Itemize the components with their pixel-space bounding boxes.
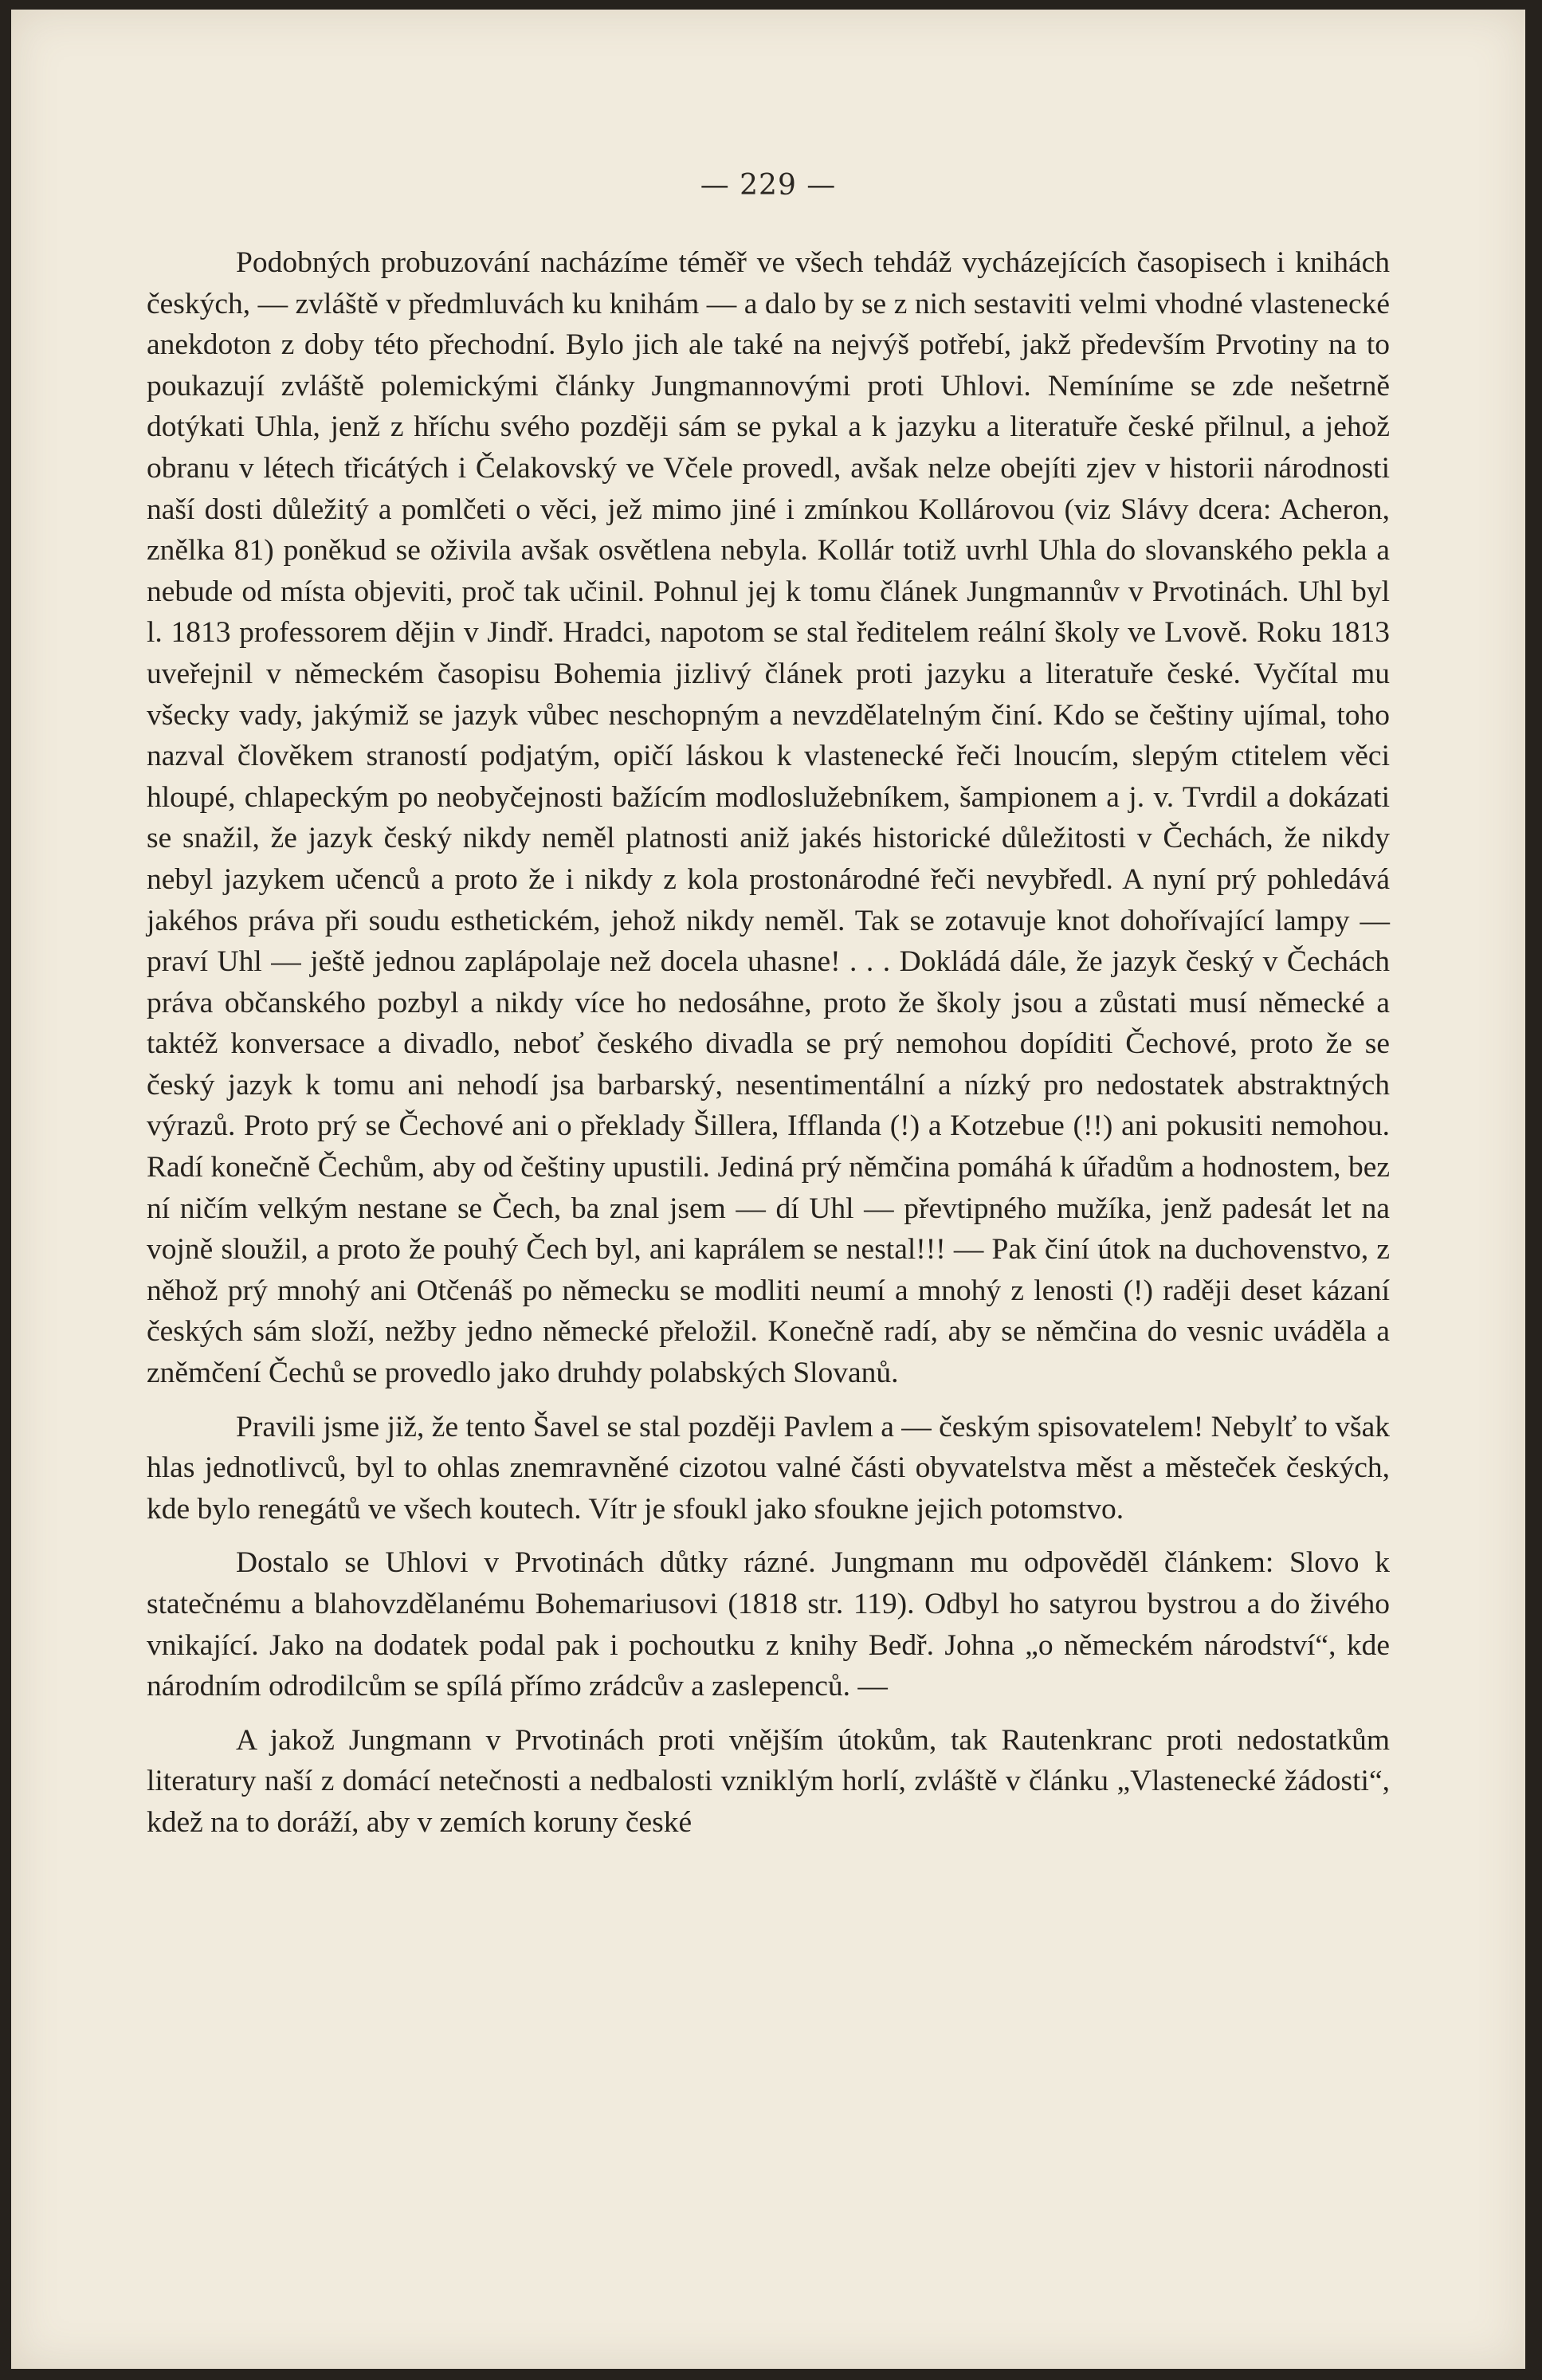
paragraph-2: Pravili jsme již, že tento Šavel se stal později Pavlem a — českým spisovatelem! Nebylť to však hlas jednotlivců, byl to ohlas znemravněné cizotou valné části obyvatelstva měst a městeček českých, kde bylo renegátů ve všech koutech. Vítr je sfoukl jako sfoukne jejich potomstvo.	[147, 1410, 1390, 1526]
paragraph-4: A jakož Jungmann v Prvotinách proti vnějším útokům, tak Rautenkranc proti nedostatkům literatury naší z domácí netečnosti a nedbalosti vzniklým horlí, zvláště v článku „Vlastenecké žádosti“, kdež na to doráží, aby v zemích koruny české	[147, 1723, 1390, 1839]
page-number: — 229 —	[700, 169, 837, 202]
paragraph-1: Podobných probuzování nacházíme téměř ve všech tehdáž vycházejících časopisech i knihách českých, — zvláště v předmluvách ku knihám — a dalo by se z nich sestaviti velmi vhodné vlastenecké anekdoton z doby této přechodní. Bylo jich ale také na nejvýš potřebí, jakž především Prvotiny na to poukazují zvláště polemickými články Jungmannovými proti Uhlovi. Nemíníme se zde nešetrně dotýkati Uhla, jenž z hříchu svého později sám se pykal a k jazyku a literatuře české přilnul, a jehož obranu v létech třicátých i Čelakovský ve Včele provedl, avšak nelze obejíti zjev v historii národnosti naší dosti důležitý a pomlčeti o věci, jež mimo jiné i zmínkou Kollárovou (viz Slávy dcera: Acheron, znělka 81) poněkud se oživila avšak osvětlena nebyla. Kollár totiž uvrhl Uhla do slovanského pekla a nebude od místa objeviti, proč tak učinil. Pohnul jej k tomu článek Jungmannův v Prvotinách. Uhl byl l. 1813 professorem dějin v Jindř. Hradci, napotom se stal ředitelem reální školy ve Lvově. Roku 1813 uveřejnil v německém časopisu Bohemia jizlivý článek proti jazyku a literatuře české. Vyčítal mu všecky vady, jakýmiž se jazyk vůbec neschopným a nevzdělatelným činí. Kdo se češtiny ujímal, toho nazval člověkem straností podjatým, opičí láskou k vlastenecké řeči lnoucím, slepým ctitelem věci hloupé, chlapeckým po neobyčejnosti bažícím modloslužebníkem, šampionem a j. v. Tvrdil a dokázati se snažil, že jazyk český nikdy neměl platnosti aniž jakés historické důležitosti v Čechách, že nikdy nebyl jazykem učenců a proto že i nikdy z kola prostonárodné řeči nevybředl. A nyní prý pohledává jakéhos práva při soudu esthetickém, jehož nikdy neměl. Tak se zotavuje knot dohořívající lampy — praví Uhl — ještě jednou zaplápolaje než docela uhasne! . . . Dokládá dále, že jazyk český v Čechách práva občanského pozbyl a nikdy více ho nedosáhne, proto že školy jsou a zůstati musí německé a taktéž konversace a divadlo, neboť českého divadla se prý nemohou dopíditi Čechové, proto že se český jazyk k tomu ani nehodí jsa barbarský, nesentimentální a nízký pro nedostatek abstraktných výrazů. Proto prý se Čechové ani o překlady Šillera, Ifflanda (!) a Kotzebue (!!) ani pokusiti nemohou. Radí konečně Čechům, aby od češtiny upustili. Jediná prý němčina pomáhá k úřadům a hodnostem, bez ní ničím velkým nestane se Čech, ba znal jsem — dí Uhl — převtipného mužíka, jenž padesát let na vojně sloužil, a proto že pouhý Čech byl, ani kaprálem se nestal!!! — Pak činí útok na duchovenstvo, z něhož prý mnohý ani Otčenáš po německu se modliti neumí a mnohý z lenosti (!) raději deset kázaní českých sám složí, nežby jedno německé přeložil. Konečně radí, aby se němčina do vesnic uváděla a zněmčení Čechů se provedlo jako druhdy polabských Slovanů.	[147, 246, 1390, 1390]
book-page	[11, 10, 1525, 2369]
body-text	[147, 242, 1390, 1844]
paragraph-3: Dostalo se Uhlovi v Prvotinách důtky rázné. Jungmann mu odpověděl článkem: Slovo k statečnému a blahovzdělanému Bohemariusovi (1818 str. 119). Odbyl ho satyrou bystrou a do živého vnikající. Jako na dodatek podal pak i pochoutku z knihy Bedř. Johna „o německém národství“, kde národním odrodilcům se spílá přímo zrádcův a zaslepenců. —	[147, 1546, 1390, 1703]
